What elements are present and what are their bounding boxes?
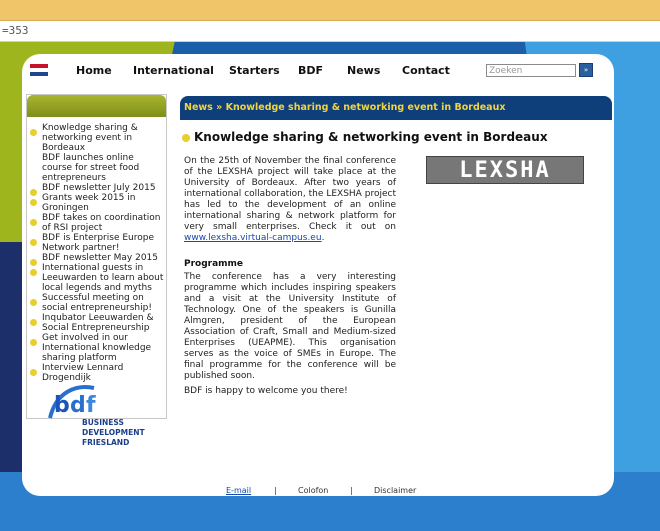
sidebar-header [27,95,166,117]
nav-home[interactable]: Home [76,64,112,77]
sidebar-item [27,363,166,383]
search-input[interactable] [486,64,576,77]
bullet-icon [30,299,37,306]
logo-text [82,418,145,448]
footer-separator: | [274,486,277,495]
footer-colofon-link[interactable]: Colofon [298,486,329,495]
footer-email-link[interactable]: E-mail [226,486,252,495]
intro-paragraph [184,156,396,244]
sidebar-link[interactable]: Interview Lennard Drogendijk [42,363,124,383]
nav-starters[interactable]: Starters [229,64,280,77]
sidebar-item [27,233,166,253]
sidebar-item [27,183,166,193]
sidebar-link[interactable]: Grants week 2015 in Groningen [42,193,136,213]
bullet-icon [30,269,37,276]
svg-text:b: b [54,393,70,418]
sidebar-item [27,193,166,213]
bullet-icon [30,339,37,346]
bullet-icon [30,319,37,326]
sidebar-link[interactable]: International guests in Leeuwarden to learn about local legends and myths [42,263,164,293]
svg-text:f: f [86,393,96,418]
programme-heading: Programme [184,259,244,269]
bullet-icon [30,239,37,246]
bullet-icon [30,129,37,136]
sidebar-item [27,313,166,333]
nav-news[interactable]: News [347,64,381,77]
sidebar-item [27,253,166,263]
sidebar-link[interactable]: BDF is Enterprise Europe Network partner! [42,233,154,253]
footer [22,486,614,496]
lexsha-link[interactable]: www.lexsha.virtual-campus.eu [184,233,322,243]
sidebar-item [27,333,166,363]
nav-contact[interactable]: Contact [402,64,450,77]
intro-text: On the 25th of November the final conference of the LEXSHA project will take place at the University of Bordeaux. After two years of international collaboration, the LEXSHA project has led to the development of an online international sharing & network platform for very small enterprises. Check it out on [184,156,396,232]
nav-international[interactable]: International [133,64,214,77]
sidebar-link[interactable]: BDF newsletter July 2015 [42,183,156,193]
sidebar-item [27,293,166,313]
lexsha-logo-text: LEXSHA [459,158,551,183]
address-bar[interactable] [0,21,660,42]
bullet-icon [30,369,37,376]
sidebar-link[interactable]: Get involved in our International knowledge sharing platform [42,333,152,363]
bdf-logo[interactable] [46,382,156,454]
title-bullet-icon [182,134,190,142]
nav-bdf[interactable]: BDF [298,64,324,77]
bullet-icon [30,219,37,226]
sidebar-link[interactable]: Knowledge sharing & networking event in Bordeaux [42,123,138,153]
footer-separator: | [350,486,353,495]
bdf-logo-mark-icon [46,382,106,422]
sidebar-list [27,123,166,383]
sidebar-link[interactable]: Inqubator Leeuwarden & Social Entrepreneurship [42,313,154,333]
page-viewport [0,42,660,531]
address-text: =353 [2,24,29,37]
logo-line: DEVELOPMENT [82,428,145,437]
sidebar-item [27,153,166,183]
closing-paragraph: BDF is happy to welcome you there! [184,386,348,396]
dutch-flag-icon[interactable] [30,64,48,76]
intro-end: . [321,233,325,243]
bullet-icon [30,199,37,206]
sidebar-item [27,123,166,153]
sidebar-news-list [26,94,167,419]
sidebar-link[interactable]: BDF newsletter May 2015 [42,253,158,263]
browser-toolbar [0,0,660,21]
sidebar-link[interactable]: BDF launches online course for street food entrepreneurs [42,153,140,183]
lexsha-logo-image [426,156,584,184]
sidebar-link[interactable]: BDF takes on coordination of RSI project [42,213,161,233]
page-title: Knowledge sharing & networking event in Bordeaux [194,130,548,144]
breadcrumb[interactable]: News » Knowledge sharing & networking event in Bordeaux [184,102,506,113]
sidebar-item [27,213,166,233]
svg-text:d: d [70,393,86,418]
logo-line: BUSINESS [82,418,124,427]
page-container [22,54,614,496]
footer-disclaimer-link[interactable]: Disclaimer [374,486,417,495]
content-header-bar [180,96,612,120]
sidebar-item [27,263,166,293]
logo-line: FRIESLAND [82,438,130,447]
programme-paragraph: The conference has a very interesting programme which includes inspiring speakers and a visit at the University Institute of Technology. One of the speakers is Gunilla Almgren, president of the European Association of Craft, Small and Medium-sized Enterprises (UEAPME). This organisation serves as the voice of SMEs in Europe. The final programme for the conference will be published soon. [184,272,396,381]
sidebar-link[interactable]: Successful meeting on social entrepreneurship! [42,293,152,313]
top-navigation [22,54,614,88]
search-button[interactable]: » [579,63,593,77]
